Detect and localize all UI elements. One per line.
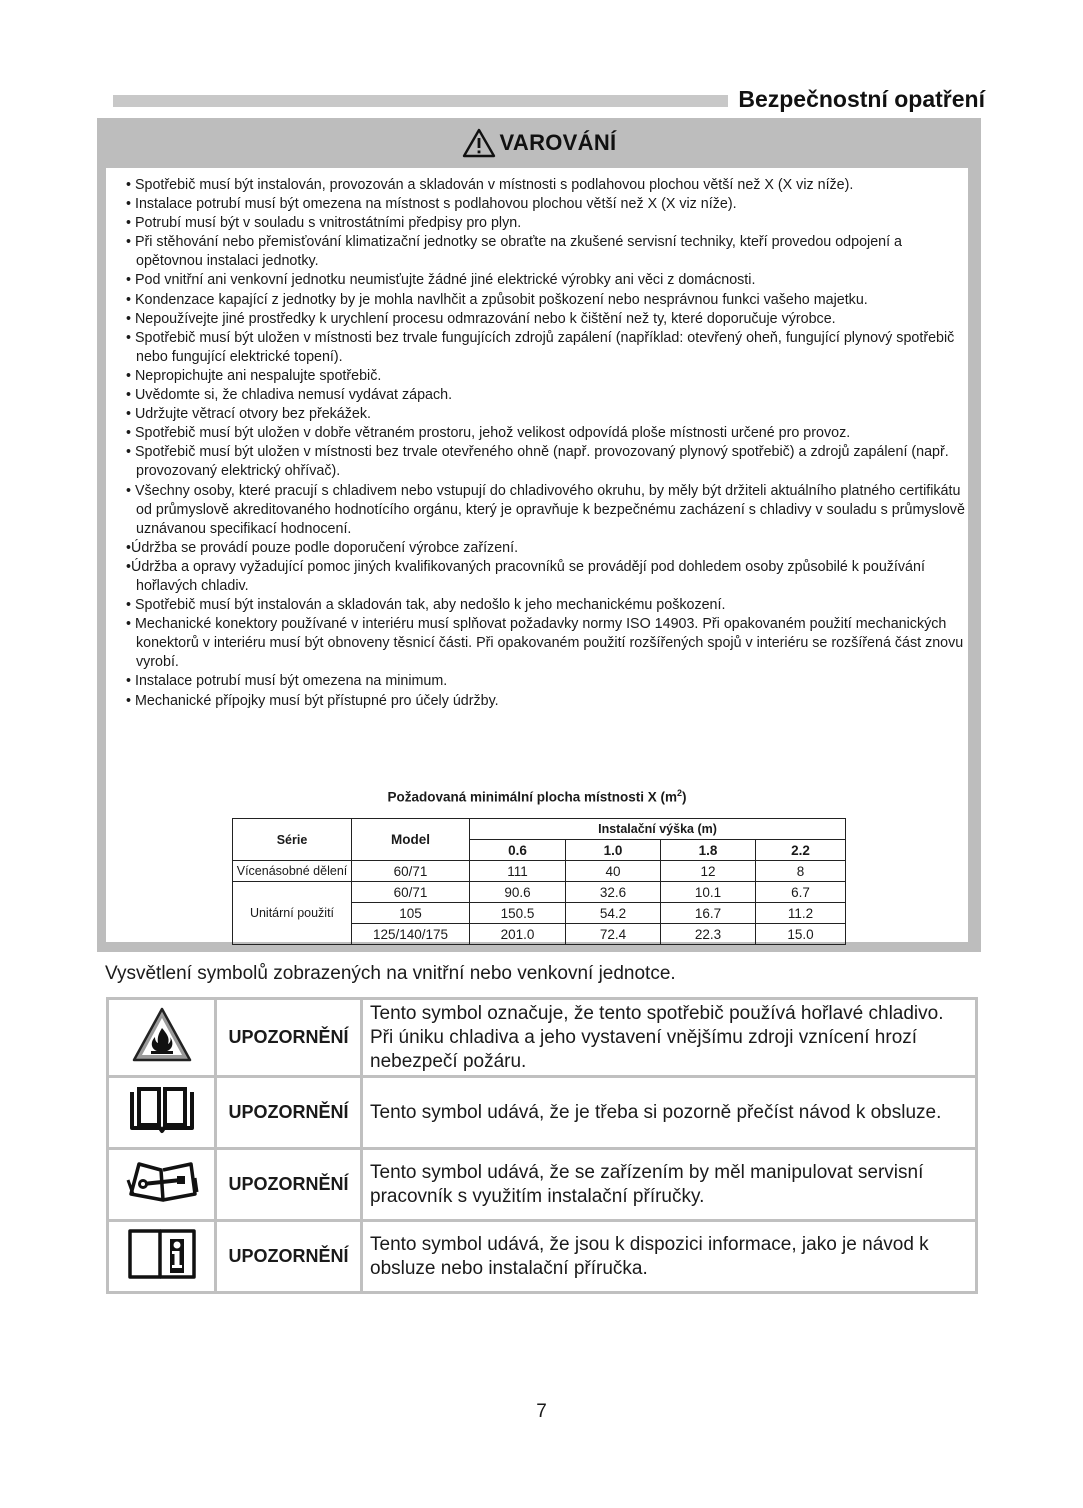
model-cell: 105	[352, 903, 470, 924]
col-header-model: Model	[352, 819, 470, 861]
service-manual-icon	[125, 1160, 199, 1204]
warning-header	[97, 118, 981, 168]
warning-item: • Nepropichujte ani nespalujte spotřebič.	[126, 367, 382, 384]
value-cell: 150.5	[470, 903, 566, 924]
height-1: 1.0	[566, 840, 661, 861]
symbol-icon-cell	[108, 1221, 216, 1293]
warning-title: VAROVÁNÍ	[499, 130, 617, 155]
symbol-description: Tento symbol udává, že jsou k dispozici informace, jako je návod k obsluze nebo instalační příručka.	[362, 1221, 977, 1293]
value-cell: 22.3	[661, 924, 756, 945]
value-cell: 32.6	[566, 882, 661, 903]
symbol-icon-cell	[108, 999, 216, 1077]
symbol-description: Tento symbol označuje, že tento spotřebič používá hořlavé chladivo. Při úniku chladiva a jeho vystavení vnějšímu zdroji vznícení hrozí nebezpečí požáru.	[362, 999, 977, 1077]
symbol-label: UPOZORNĚNÍ	[216, 1149, 362, 1221]
symbol-icon-cell	[108, 1077, 216, 1149]
flammable-warning-icon	[131, 1006, 193, 1064]
table-row	[233, 861, 846, 882]
height-3: 2.2	[756, 840, 846, 861]
model-cell: 125/140/175	[352, 924, 470, 945]
symbol-row	[108, 1077, 977, 1149]
symbol-label: UPOZORNĚNÍ	[216, 1077, 362, 1149]
series-cell: Vícenásobné dělení	[233, 861, 352, 882]
value-cell: 15.0	[756, 924, 846, 945]
model-cell: 60/71	[352, 882, 470, 903]
warning-triangle-icon	[462, 128, 496, 158]
value-cell: 201.0	[470, 924, 566, 945]
page-title: Bezpečnostní opatření	[738, 86, 985, 112]
symbols-table	[106, 997, 978, 1294]
warning-item: •Údržba a opravy vyžadující pomoc jiných kvalifikovaných pracovníků se provádějí pod dohledem osoby způsobilé k používání hořlavých chladiv.	[126, 558, 925, 594]
col-header-series: Série	[233, 819, 352, 861]
value-cell: 12	[661, 861, 756, 882]
value-cell: 11.2	[756, 903, 846, 924]
warning-item: • Spotřebič musí být uložen v místnosti bez trvale fungujících zdrojů zapálení (například: otevřený oheň, fungující plynový spotřebič nebo fungující elektrické topení).	[126, 329, 955, 365]
warning-item: • Spotřebič musí být instalován, provozován a skladován v místnosti s podlahovou plochou větší než X (X viz níže).	[126, 177, 854, 193]
height-0: 0.6	[470, 840, 566, 861]
room-caption-text: Požadovaná minimální plocha místnosti X (m	[387, 789, 678, 805]
col-header-height: Instalační výška (m)	[470, 819, 846, 840]
warning-item: • Pod vnitřní ani venkovní jednotku neumisťujte žádné jiné elektrické výrobky ani věci z domácnosti.	[126, 272, 756, 289]
symbol-label: UPOZORNĚNÍ	[216, 999, 362, 1077]
symbol-row	[108, 1149, 977, 1221]
room-caption-sup: 2	[677, 788, 683, 798]
warning-item: • Mechanické přípojky musí být přístupné pro účely údržby.	[126, 692, 499, 709]
warning-item: • Spotřebič musí být uložen v dobře větraném prostoru, jehož velikost odpovídá ploše místnosti určené pro provoz.	[126, 425, 851, 442]
room-table-caption	[106, 788, 968, 805]
warning-content	[106, 168, 968, 942]
symbol-row	[108, 1221, 977, 1293]
warning-item: • Uvědomte si, že chladiva nemusí vydávat zápach.	[126, 387, 453, 404]
value-cell: 10.1	[661, 882, 756, 903]
page-number: 7	[536, 1401, 547, 1422]
warning-item: • Mechanické konektory používané v interiéru musí splňovat požadavky normy ISO 14903. Při opakovaném použití mechanických konektorů v interiéru musí být obnoveny těsnicí části. Při opakovaném použití rozšířených spojů v interiéru se rozšířená část znovu vyrobí.	[126, 616, 964, 671]
info-manual-icon	[126, 1227, 198, 1281]
value-cell: 72.4	[566, 924, 661, 945]
model-cell: 60/71	[352, 861, 470, 882]
warning-item: • Nepoužívejte jiné prostředky k urychlení procesu odmrazování nebo k čištění než ty, které doporučuje výrobce.	[126, 310, 836, 327]
value-cell: 54.2	[566, 903, 661, 924]
symbol-label: UPOZORNĚNÍ	[216, 1221, 362, 1293]
room-caption-end: )	[682, 789, 687, 805]
height-2: 1.8	[661, 840, 756, 861]
warning-item: • Instalace potrubí musí být omezena na místnost s podlahovou plochou větší než X (X viz níže).	[126, 196, 737, 213]
warning-item: •Údržba se provádí pouze podle doporučení výrobce zařízení.	[126, 539, 519, 556]
symbol-icon-cell	[108, 1149, 216, 1221]
warning-item: • Potrubí musí být v souladu s vnitrostátními předpisy pro plyn.	[126, 215, 522, 232]
warning-list	[126, 176, 966, 711]
manual-book-icon	[127, 1086, 197, 1134]
warning-item: • Instalace potrubí musí být omezena na minimum.	[126, 673, 448, 690]
value-cell: 6.7	[756, 882, 846, 903]
symbol-description: Tento symbol udává, že je třeba si pozorně přečíst návod k obsluze.	[362, 1077, 977, 1149]
symbol-description: Tento symbol udává, že se zařízením by měl manipulovat servisní pracovník s využitím instalační příručky.	[362, 1149, 977, 1221]
value-cell: 111	[470, 861, 566, 882]
value-cell: 16.7	[661, 903, 756, 924]
warning-item: • Udržujte větrací otvory bez překážek.	[126, 406, 371, 423]
symbol-row	[108, 999, 977, 1077]
value-cell: 8	[756, 861, 846, 882]
room-area-table	[232, 818, 846, 945]
symbols-intro: Vysvětlení symbolů zobrazených na vnitřní nebo venkovní jednotce.	[105, 963, 676, 984]
series-cell: Unitární použití	[233, 882, 352, 945]
value-cell: 40	[566, 861, 661, 882]
header-rule	[113, 95, 728, 107]
warning-item: • Spotřebič musí být instalován a skladován tak, aby nedošlo k jeho mechanickému poškození.	[126, 597, 726, 614]
warning-box	[97, 118, 981, 952]
table-row	[233, 882, 846, 903]
warning-item: • Kondenzace kapající z jednotky by je mohla navlhčit a způsobit poškození nebo nesprávnou funkci vašeho majetku.	[126, 291, 868, 308]
warning-item: • Při stěhování nebo přemisťování klimatizační jednotky se obraťte na zkušené servisní techniky, kteří provedou odpojení a opětovnou instalaci jednotky.	[126, 234, 902, 270]
warning-item: • Spotřebič musí být uložen v místnosti bez trvale otevřeného ohně (např. provozovaný plynový spotřebič) a zdrojů zapálení (např. provozovaný elektrický ohřívač).	[126, 444, 949, 480]
value-cell: 90.6	[470, 882, 566, 903]
warning-item: • Všechny osoby, které pracují s chladivem nebo vstupují do chladivového okruhu, by měly být držiteli aktuálního platného certifikátu od průmyslově akreditovaného hodnotícího orgánu, který je opravňuje k bezpečnému zacházení s chladivy v souladu s průmyslově uznávanou specifikací hodnocení.	[126, 482, 965, 537]
